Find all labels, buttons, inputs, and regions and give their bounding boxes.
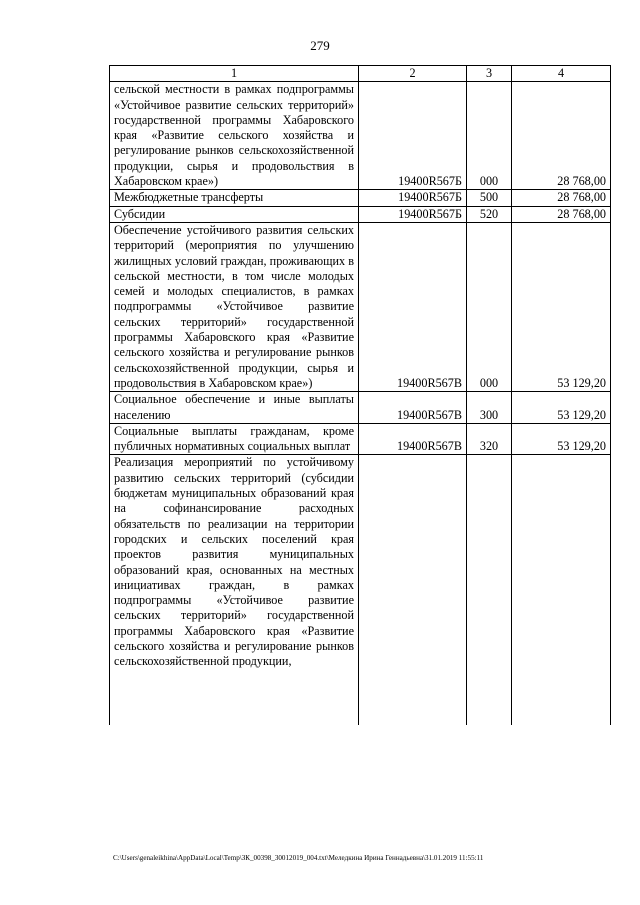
row-amount: 28 768,00 <box>512 82 611 190</box>
row-amount <box>512 455 611 726</box>
row-name: Социальное обеспечение и иные выплаты населению <box>110 392 359 424</box>
header-col-3: 3 <box>467 66 512 82</box>
row-expense-type <box>467 455 512 726</box>
row-name: Социальные выплаты гражданам, кроме публичных нормативных социальных выплат <box>110 423 359 455</box>
row-target-code: 19400R567В <box>359 423 467 455</box>
header-col-1: 1 <box>110 66 359 82</box>
row-name: Реализация мероприятий по устойчивому развитию сельских территорий (субсидии бюджетам муниципальных образований края на софинансирование расходных обязательств по реализации на территории городских и сельских поселений края проектов развития муниципальных образований края, основанных на местных инициативах граждан, в рамках подпрограммы «Устойчивое развитие сельских территорий» государственной программы Хабаровского края «Развитие сельского хозяйства и регулирование рынков сельскохозяйственной продукции, <box>110 455 359 726</box>
row-amount: 53 129,20 <box>512 222 611 391</box>
table-row <box>110 206 611 222</box>
row-name: Обеспечение устойчивого развития сельских территорий (мероприятия по улучшению жилищных условий граждан, проживающих в сельской местности, в том числе молодых семей и молодых специалистов, в рамках подпрограммы «Устойчивое развитие сельских территорий» государственной программы Хабаровского края «Развитие сельского хозяйства и регулирование рынков сельскохозяйственной продукции, сырья и продовольствия в Хабаровском крае») <box>110 222 359 391</box>
row-target-code: 19400R567Б <box>359 206 467 222</box>
header-col-4: 4 <box>512 66 611 82</box>
row-amount: 53 129,20 <box>512 392 611 424</box>
row-expense-type: 500 <box>467 190 512 206</box>
table-row <box>110 82 611 190</box>
table-header-row <box>110 66 611 82</box>
table-row <box>110 222 611 391</box>
budget-table <box>109 65 611 725</box>
footer-file-path: C:\Users\genaleikhina\AppData\Local\Temp\ЗК_00398_30012019_004.txt\Меледкина Ирина Геннадьевна\31.01.2019 11:55:11 <box>113 854 484 862</box>
row-expense-type: 320 <box>467 423 512 455</box>
row-expense-type: 520 <box>467 206 512 222</box>
row-expense-type: 000 <box>467 82 512 190</box>
row-name: Субсидии <box>110 206 359 222</box>
row-amount: 28 768,00 <box>512 190 611 206</box>
row-target-code: 19400R567Б <box>359 190 467 206</box>
table-row <box>110 455 611 726</box>
row-target-code: 19400R567В <box>359 222 467 391</box>
row-name: сельской местности в рамках подпрограммы «Устойчивое развитие сельских территорий» государственной программы Хабаровского края «Развитие сельского хозяйства и регулирование рынков сельскохозяйственной продукции, сырья и продовольствия в Хабаровском крае») <box>110 82 359 190</box>
row-name: Межбюджетные трансферты <box>110 190 359 206</box>
page-number: 279 <box>310 38 330 53</box>
row-expense-type: 300 <box>467 392 512 424</box>
table-row <box>110 423 611 455</box>
table-row <box>110 190 611 206</box>
row-amount: 53 129,20 <box>512 423 611 455</box>
header-col-2: 2 <box>359 66 467 82</box>
row-expense-type: 000 <box>467 222 512 391</box>
row-target-code: 19400R567В <box>359 392 467 424</box>
row-amount: 28 768,00 <box>512 206 611 222</box>
row-target-code <box>359 455 467 726</box>
row-target-code: 19400R567Б <box>359 82 467 190</box>
table-row <box>110 392 611 424</box>
